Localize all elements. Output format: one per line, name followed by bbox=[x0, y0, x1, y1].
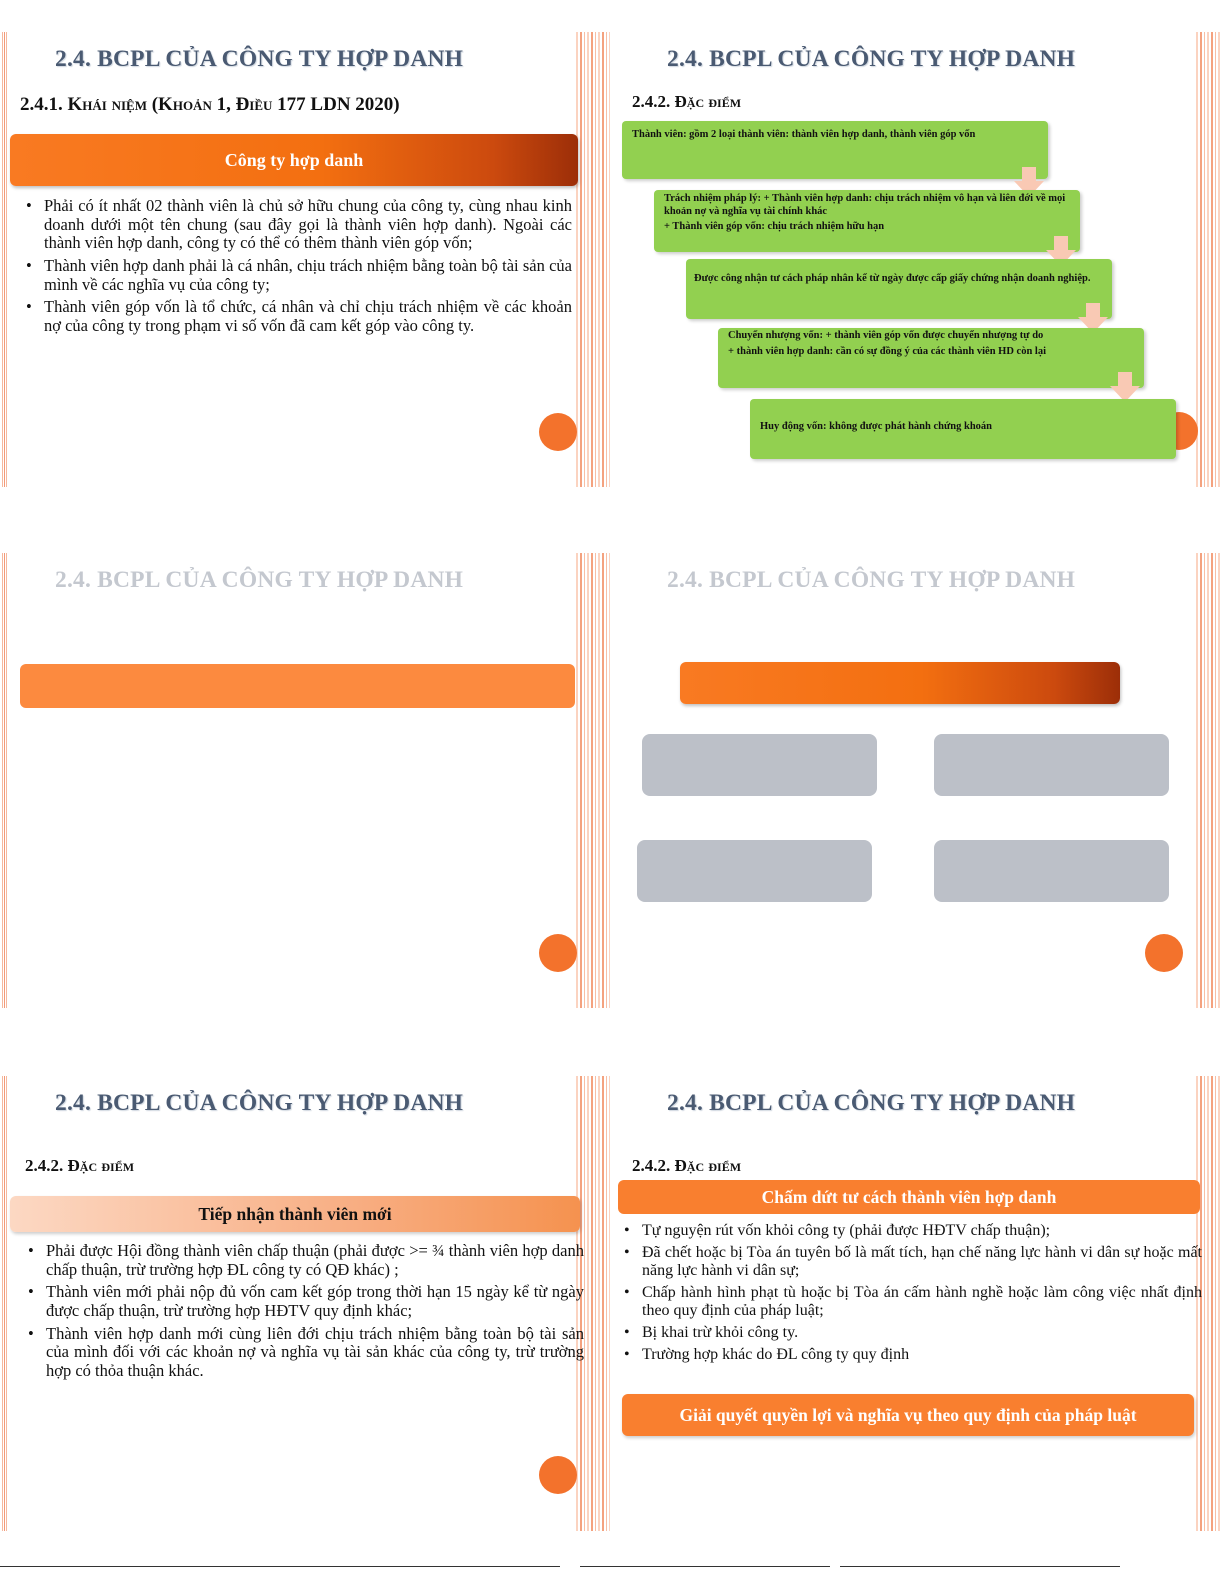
topic-bar bbox=[20, 664, 575, 708]
slide-title: 2.4. BCPL CỦA CÔNG TY HỢP DANH bbox=[55, 46, 464, 72]
topic-bar bbox=[680, 662, 1120, 704]
slide-6 bbox=[612, 1076, 1222, 1531]
termination-list bbox=[622, 1222, 1202, 1369]
section-heading: 2.4.2. Đặc điểm bbox=[632, 1156, 742, 1175]
slide-marker-dot bbox=[539, 1456, 577, 1494]
box-text: Huy động vốn: không được phát hành chứng khoán bbox=[760, 421, 993, 432]
feature-box-fundraising bbox=[750, 399, 1176, 459]
slide-3 bbox=[0, 553, 610, 1008]
box-text: + Thành viên góp vốn: chịu trách nhiệm hữu hạn bbox=[664, 220, 885, 232]
list-item: • Thành viên mới phải nộp đủ vốn cam kết góp trong thời hạn 15 ngày kể từ ngày được chấp thuận, trừ trường hợp HĐTV quy định khác; bbox=[26, 1283, 584, 1320]
content-box bbox=[934, 734, 1169, 796]
list-item: • Thành viên hợp danh mới cùng liên đới chịu trách nhiệm bằng toàn bộ tài sản của mình đối với các khoản nợ và nghĩa vụ tài sản khác của công ty, trừ trường hợp có thỏa thuận khác. bbox=[26, 1325, 584, 1381]
content-box bbox=[642, 734, 877, 796]
feature-box-legal-entity bbox=[686, 259, 1112, 319]
list-item: • Bị khai trừ khỏi công ty. bbox=[622, 1324, 1202, 1342]
left-stripe bbox=[2, 553, 8, 1008]
feature-box-capital-transfer bbox=[718, 328, 1144, 388]
page-edge-line bbox=[0, 1566, 560, 1567]
right-stripe bbox=[1196, 32, 1222, 487]
content-box bbox=[637, 840, 872, 902]
topic-bar: Chấm dứt tư cách thành viên hợp danh bbox=[618, 1180, 1200, 1214]
list-item: • Chấp hành hình phạt tù hoặc bị Tòa án cấm hành nghề hoặc làm công việc nhất định theo quy định của pháp luật; bbox=[622, 1284, 1202, 1320]
page-edge-line bbox=[580, 1566, 830, 1567]
slide-marker-dot bbox=[539, 934, 577, 972]
slide-title: 2.4. BCPL CỦA CÔNG TY HỢP DANH bbox=[667, 567, 1076, 593]
right-stripe bbox=[1196, 553, 1222, 1008]
topic-bar: Công ty hợp danh bbox=[10, 134, 578, 186]
section-heading: 2.4.1. Khái niệm (Khoản 1, Điều 177 LDN 2020) bbox=[20, 94, 400, 115]
feature-box-liability bbox=[654, 190, 1080, 252]
slide-title: 2.4. BCPL CỦA CÔNG TY HỢP DANH bbox=[55, 567, 464, 593]
content-box bbox=[934, 840, 1169, 902]
definition-list bbox=[24, 197, 572, 339]
list-item: • Thành viên hợp danh phải là cá nhân, chịu trách nhiệm bằng toàn bộ tài sản của mình về các nghĩa vụ của công ty; bbox=[24, 257, 572, 294]
page-edge-line bbox=[840, 1566, 1120, 1567]
slide-marker-dot bbox=[1145, 934, 1183, 972]
box-text: Được công nhận tư cách pháp nhân kể từ ngày được cấp giấy chứng nhận doanh nghiệp. bbox=[694, 273, 1091, 284]
list-item: • Tự nguyện rút vốn khỏi công ty (phải được HĐTV chấp thuận); bbox=[622, 1222, 1202, 1240]
list-item: • Trường hợp khác do ĐL công ty quy định bbox=[622, 1346, 1202, 1364]
requirements-list bbox=[26, 1242, 584, 1384]
list-item: • Thành viên góp vốn là tổ chức, cá nhân và chỉ chịu trách nhiệm về các khoản nợ của công ty trong phạm vi số vốn đã cam kết góp vào công ty. bbox=[24, 298, 572, 335]
box-text: Trách nhiệm pháp lý: + Thành viên hợp danh: chịu trách nhiệm vô hạn và liên đới về mọi khoản nợ và nghĩa vụ tài chính khác bbox=[664, 193, 1066, 217]
right-stripe bbox=[576, 32, 610, 487]
box-text: + thành viên hợp danh: cần có sự đồng ý của các thành viên HD còn lại bbox=[728, 345, 1046, 357]
slide-5 bbox=[0, 1076, 610, 1531]
left-stripe bbox=[2, 1076, 8, 1531]
right-stripe bbox=[576, 553, 610, 1008]
list-item: • Phải có ít nhất 02 thành viên là chủ sở hữu chung của công ty, cùng nhau kinh doanh dưới một tên chung (sau đây gọi là thành viên hợp danh). Ngoài các thành viên hợp danh, công ty có thể có thêm thành viên góp vốn; bbox=[24, 197, 572, 253]
box-text: Thành viên: gồm 2 loại thành viên: thành viên hợp danh, thành viên góp vốn bbox=[632, 129, 976, 140]
feature-box-members bbox=[622, 121, 1048, 179]
list-item: • Đã chết hoặc bị Tòa án tuyên bố là mất tích, hạn chế năng lực hành vi dân sự hoặc mất năng lực hành vi dân sự; bbox=[622, 1244, 1202, 1280]
topic-bar: Tiếp nhận thành viên mới bbox=[10, 1196, 580, 1232]
section-heading: 2.4.2. Đặc điểm bbox=[632, 92, 742, 111]
slide-title: 2.4. BCPL CỦA CÔNG TY HỢP DANH bbox=[55, 1090, 464, 1116]
slide-title: 2.4. BCPL CỦA CÔNG TY HỢP DANH bbox=[667, 46, 1076, 72]
section-heading: 2.4.2. Đặc điểm bbox=[25, 1156, 135, 1175]
resolution-bar: Giải quyết quyền lợi và nghĩa vụ theo quy định của pháp luật bbox=[622, 1394, 1194, 1436]
box-text: Chuyển nhượng vốn: + thành viên góp vốn được chuyển nhượng tự do bbox=[728, 330, 1044, 341]
left-stripe bbox=[2, 32, 8, 487]
slide-4 bbox=[612, 553, 1222, 1008]
list-item: • Phải được Hội đồng thành viên chấp thuận (phải được >= ¾ thành viên hợp danh chấp thuận, trừ trường hợp ĐL công ty có QĐ khác) ; bbox=[26, 1242, 584, 1279]
slide-2 bbox=[612, 32, 1222, 487]
slide-title: 2.4. BCPL CỦA CÔNG TY HỢP DANH bbox=[667, 1090, 1076, 1116]
slide-1 bbox=[0, 32, 610, 487]
slide-marker-dot bbox=[539, 413, 577, 451]
